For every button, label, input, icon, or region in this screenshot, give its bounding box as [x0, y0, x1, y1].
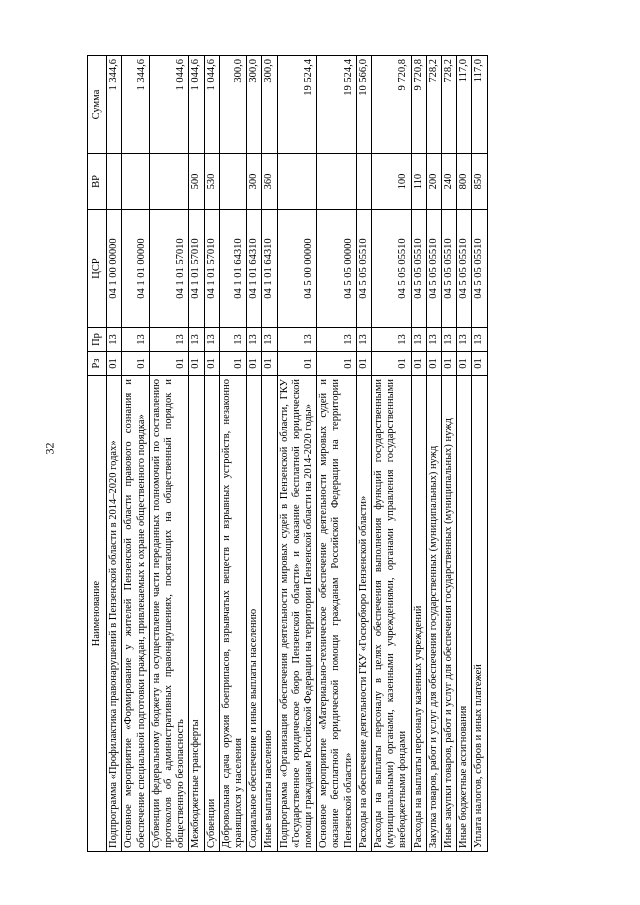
cell-csr: 04 5 05 05510 [356, 210, 371, 328]
table-row [247, 56, 262, 852]
cell-name: Социальное обеспечение и иные выплаты населению [247, 376, 262, 852]
cell-csr: 04 5 05 00000 [317, 210, 357, 328]
cell-rz: 01 [122, 352, 149, 376]
header-sum: Сумма [88, 56, 107, 154]
cell-csr: 04 5 05 05510 [372, 210, 412, 328]
cell-csr: 04 5 00 00000 [277, 210, 317, 328]
cell-sum: 19 524,4 [317, 56, 357, 154]
cell-pr: 13 [219, 328, 246, 352]
cell-vr: 200 [426, 154, 441, 210]
table-row [122, 56, 149, 852]
cell-sum: 9 720,8 [372, 56, 412, 154]
cell-name: Добровольная сдача оружия боеприпасов, взрывчатых веществ и взрывных устройств, незаконно хранящихся у населения [219, 376, 246, 852]
cell-sum: 10 566,0 [356, 56, 371, 154]
cell-name: Иные бюджетные ассигнования [457, 376, 472, 852]
cell-vr: 850 [472, 154, 487, 210]
cell-pr: 13 [472, 328, 487, 352]
cell-pr: 13 [107, 328, 122, 352]
cell-sum: 1 344,6 [107, 56, 122, 154]
table-row [426, 56, 441, 852]
cell-name: Расходы на выплаты персоналу казенных учреждений [411, 376, 426, 852]
cell-csr: 04 1 01 00000 [122, 210, 149, 328]
cell-pr: 13 [204, 328, 219, 352]
cell-pr: 13 [356, 328, 371, 352]
cell-csr: 04 1 00 00000 [107, 210, 122, 328]
cell-csr: 04 1 01 64310 [219, 210, 246, 328]
table-row [219, 56, 246, 852]
table-row [149, 56, 189, 852]
cell-name: Межбюджетные трансферты [189, 376, 204, 852]
cell-rz: 01 [317, 352, 357, 376]
cell-name: Основное мероприятие «Формирование у жителей Пензенской области правового сознания и обеспечение специальной подготовки граждан, привлекаемых к охране общественного порядка» [122, 376, 149, 852]
cell-pr: 13 [372, 328, 412, 352]
cell-sum: 728,2 [426, 56, 441, 154]
cell-csr: 04 1 01 64310 [262, 210, 277, 328]
cell-csr: 04 1 01 57010 [204, 210, 219, 328]
cell-name: Основное мероприятие «Материально-техническое обеспечение деятельности мировых судей и оказание бесплатной юридической помощи гражданам Российской Федерации на территории Пензенской области» [317, 376, 357, 852]
cell-pr: 13 [317, 328, 357, 352]
cell-pr: 13 [149, 328, 189, 352]
cell-rz: 01 [262, 352, 277, 376]
table-row [411, 56, 426, 852]
cell-rz: 01 [356, 352, 371, 376]
cell-pr: 13 [457, 328, 472, 352]
table-row [442, 56, 457, 852]
cell-name: Расходы на выплаты персоналу в целях обеспечения выполнения функций государственными (муниципальными) органами, казенными учреждениями, органами управления государственными внебюджетными фондами [372, 376, 412, 852]
cell-rz: 01 [189, 352, 204, 376]
cell-vr: 240 [442, 154, 457, 210]
cell-sum: 1 044,6 [189, 56, 204, 154]
table-row [107, 56, 122, 852]
cell-name: Закупка товаров, работ и услуг для обеспечения государственных (муниципальных) нужд [426, 376, 441, 852]
cell-rz: 01 [277, 352, 317, 376]
cell-pr: 13 [411, 328, 426, 352]
cell-rz: 01 [472, 352, 487, 376]
table-row [262, 56, 277, 852]
table-row [472, 56, 487, 852]
cell-sum: 1 044,6 [149, 56, 189, 154]
cell-vr: 530 [204, 154, 219, 210]
cell-csr: 04 5 05 05510 [472, 210, 487, 328]
cell-name: Подпрограмма «Организация обеспечения деятельности мировых судей в Пензенской области, ГКУ «Государственное юридическое бюро Пензенской области» и оказание бесплатной юридической помощи гражданам Российской Федерации на территории Пензенской области на 2014-2020 годы» [277, 376, 317, 852]
cell-rz: 01 [457, 352, 472, 376]
cell-sum: 300,0 [219, 56, 246, 154]
cell-sum: 300,0 [262, 56, 277, 154]
budget-table [87, 55, 488, 852]
cell-csr: 04 1 01 57010 [149, 210, 189, 328]
header-rz: Рз [88, 352, 107, 376]
cell-pr: 13 [122, 328, 149, 352]
cell-name: Подпрограмма «Профилактика правонарушений в Пензенской области в 2014–2020 годах» [107, 376, 122, 852]
cell-vr: 100 [372, 154, 412, 210]
rotated-table-container [87, 56, 562, 852]
header-pr: Пр [88, 328, 107, 352]
table-row [317, 56, 357, 852]
cell-rz: 01 [204, 352, 219, 376]
cell-name: Субвенции федеральному бюджету на осуществление части переданных полномочий по составлению протоколов об административных правонарушениях, посягающих на общественный порядок и общественную безопасность [149, 376, 189, 852]
header-name: Наименование [88, 376, 107, 852]
cell-csr: 04 5 05 05510 [426, 210, 441, 328]
cell-rz: 01 [107, 352, 122, 376]
header-vr: ВР [88, 154, 107, 210]
cell-sum: 1 344,6 [122, 56, 149, 154]
cell-name: Иные выплаты населению [262, 376, 277, 852]
cell-vr [107, 154, 122, 210]
cell-sum: 9 720,8 [411, 56, 426, 154]
cell-csr: 04 1 01 64310 [247, 210, 262, 328]
cell-pr: 13 [426, 328, 441, 352]
cell-rz: 01 [149, 352, 189, 376]
cell-pr: 13 [247, 328, 262, 352]
cell-pr: 13 [442, 328, 457, 352]
cell-name: Иные закупки товаров, работ и услуг для обеспечения государственных (муниципальных) нужд [442, 376, 457, 852]
cell-vr: 360 [262, 154, 277, 210]
cell-name: Расходы на обеспечение деятельности ГКУ «Госюрбюро Пензенской области» [356, 376, 371, 852]
cell-vr [219, 154, 246, 210]
cell-sum: 117,0 [472, 56, 487, 154]
cell-name: Субвенции [204, 376, 219, 852]
header-csr: ЦСР [88, 210, 107, 328]
cell-sum: 19 524,4 [277, 56, 317, 154]
cell-vr [356, 154, 371, 210]
cell-rz: 01 [372, 352, 412, 376]
page-number: 32 [42, 442, 57, 455]
cell-sum: 728,2 [442, 56, 457, 154]
cell-sum: 117,0 [457, 56, 472, 154]
cell-vr [277, 154, 317, 210]
cell-pr: 13 [262, 328, 277, 352]
cell-sum: 300,0 [247, 56, 262, 154]
cell-vr: 110 [411, 154, 426, 210]
table-row [372, 56, 412, 852]
cell-vr: 800 [457, 154, 472, 210]
cell-rz: 01 [442, 352, 457, 376]
cell-rz: 01 [411, 352, 426, 376]
table-row [204, 56, 219, 852]
cell-csr: 04 5 05 05510 [442, 210, 457, 328]
cell-vr [149, 154, 189, 210]
table-row [189, 56, 204, 852]
cell-name: Уплата налогов, сборов и иных платежей [472, 376, 487, 852]
cell-vr: 300 [247, 154, 262, 210]
cell-sum: 1 044,6 [204, 56, 219, 154]
cell-rz: 01 [426, 352, 441, 376]
table-header-row [88, 56, 107, 852]
cell-csr: 04 1 01 57010 [189, 210, 204, 328]
cell-vr: 500 [189, 154, 204, 210]
cell-rz: 01 [219, 352, 246, 376]
cell-pr: 13 [277, 328, 317, 352]
table-body [107, 56, 487, 852]
table-row [277, 56, 317, 852]
cell-csr: 04 5 05 05510 [457, 210, 472, 328]
cell-vr [317, 154, 357, 210]
cell-vr [122, 154, 149, 210]
cell-pr: 13 [189, 328, 204, 352]
table-row [356, 56, 371, 852]
cell-csr: 04 5 05 05510 [411, 210, 426, 328]
cell-rz: 01 [247, 352, 262, 376]
table-row [457, 56, 472, 852]
